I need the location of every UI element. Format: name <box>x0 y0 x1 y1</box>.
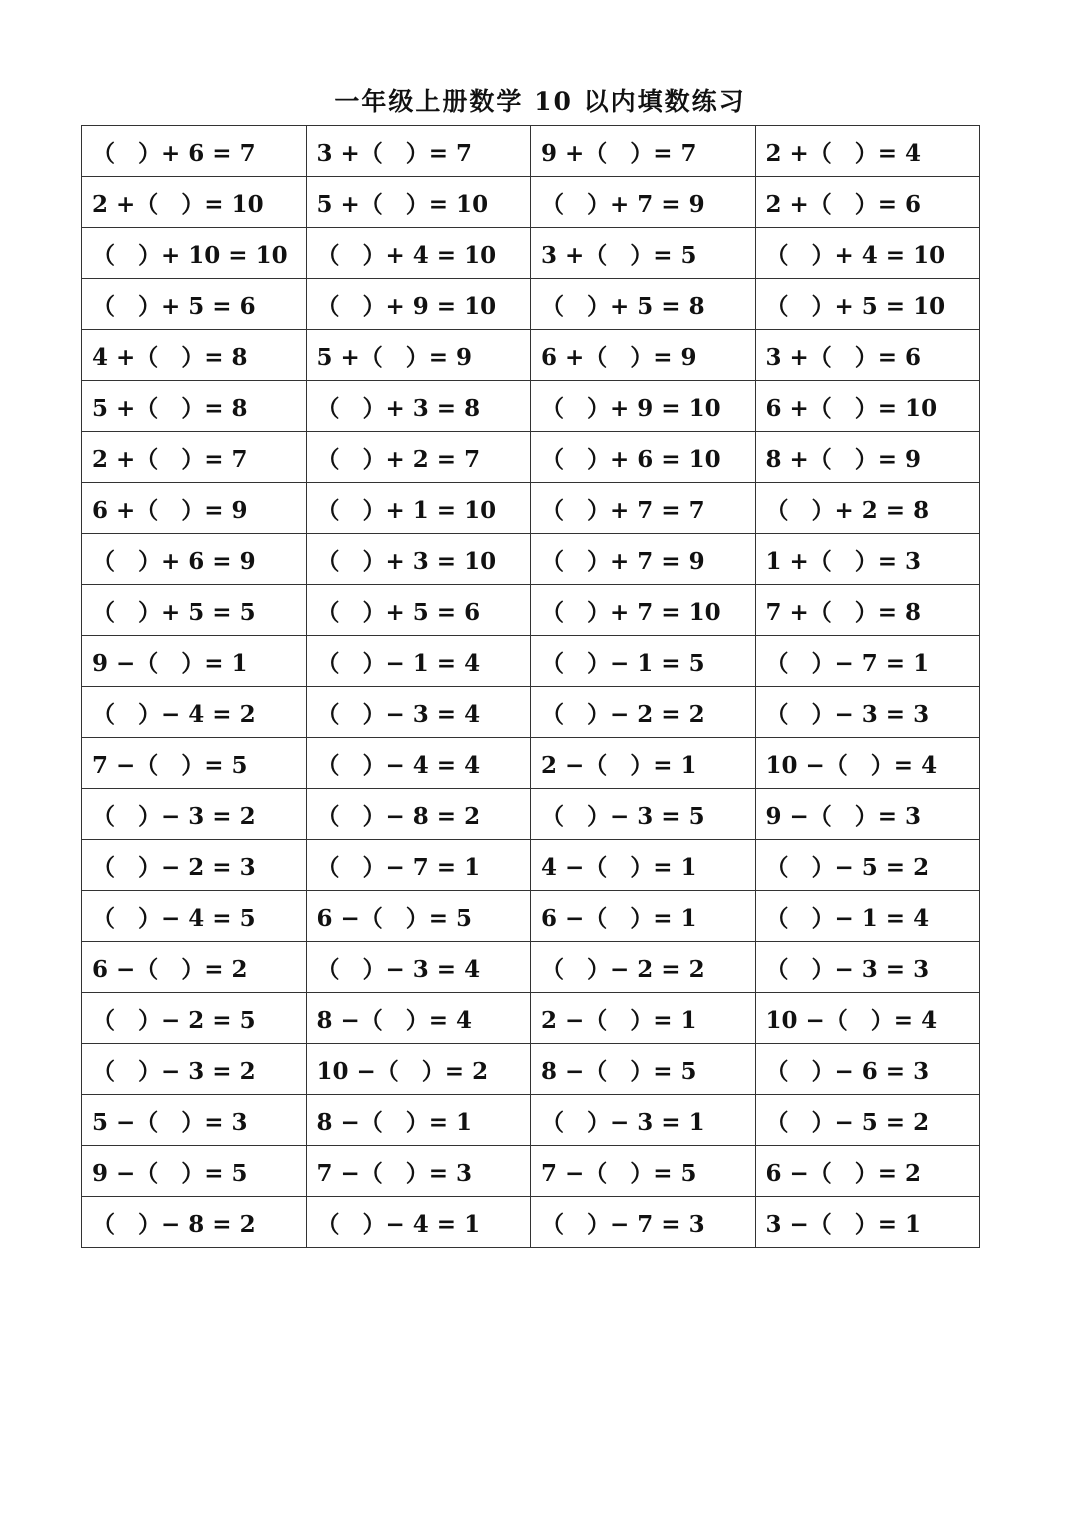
equation-text: （ ）− 7 = 1 <box>316 853 481 881</box>
table-row <box>82 891 980 942</box>
equation-cell <box>82 483 307 534</box>
equation-cell <box>306 228 531 279</box>
equation-cell <box>306 1044 531 1095</box>
equation-text: 6 +（ ）= 10 <box>765 394 938 422</box>
equation-text: 4 +（ ）= 8 <box>92 343 248 371</box>
equation-text: 6 −（ ）= 5 <box>316 904 473 932</box>
table-row <box>82 534 980 585</box>
equation-cell <box>306 126 531 177</box>
table-row <box>82 1146 980 1197</box>
equation-text: 2 +（ ）= 7 <box>92 445 248 473</box>
equation-text: 9 −（ ）= 3 <box>765 802 922 830</box>
equation-text: 7 −（ ）= 5 <box>92 751 248 779</box>
worksheet-title: 一年级上册数学 10 以内填数练习 <box>334 87 746 116</box>
equation-cell <box>755 1044 980 1095</box>
equation-cell <box>306 279 531 330</box>
equation-cell <box>82 228 307 279</box>
equation-cell <box>755 1197 980 1248</box>
equation-cell <box>531 585 756 636</box>
equation-cell <box>531 636 756 687</box>
equation-cell <box>755 840 980 891</box>
equation-text: （ ）− 7 = 1 <box>765 649 930 677</box>
equation-text: （ ）− 8 = 2 <box>316 802 481 830</box>
equation-cell <box>531 1044 756 1095</box>
table-row <box>82 585 980 636</box>
equation-cell <box>531 891 756 942</box>
equation-text: 6 −（ ）= 1 <box>541 904 697 932</box>
equation-cell <box>82 738 307 789</box>
equation-cell <box>82 126 307 177</box>
equation-cell <box>306 381 531 432</box>
equation-cell <box>82 177 307 228</box>
equation-cell <box>531 1095 756 1146</box>
equation-cell <box>531 483 756 534</box>
equation-text: 1 +（ ）= 3 <box>765 547 922 575</box>
equation-cell <box>755 993 980 1044</box>
equation-text: 6 −（ ）= 2 <box>765 1159 922 1187</box>
table-row <box>82 126 980 177</box>
equation-text: （ ）− 7 = 3 <box>541 1210 705 1238</box>
equation-text: 10 −（ ）= 4 <box>765 1006 938 1034</box>
equation-text: 2 +（ ）= 10 <box>92 190 264 218</box>
equation-text: 5 +（ ）= 10 <box>316 190 489 218</box>
equation-cell <box>531 738 756 789</box>
equation-text: 3 +（ ）= 7 <box>316 139 473 167</box>
equation-text: （ ）− 4 = 2 <box>92 700 256 728</box>
equation-text: （ ）− 3 = 4 <box>316 955 481 983</box>
equation-cell <box>755 228 980 279</box>
equation-text: 2 +（ ）= 4 <box>765 139 922 167</box>
table-row <box>82 789 980 840</box>
equation-cell <box>531 126 756 177</box>
equation-text: 2 +（ ）= 6 <box>765 190 922 218</box>
equation-cell <box>82 636 307 687</box>
equation-cell <box>306 1146 531 1197</box>
equation-text: （ ）+ 7 = 9 <box>541 547 705 575</box>
equation-text: 8 −（ ）= 1 <box>316 1108 473 1136</box>
equation-cell <box>82 585 307 636</box>
equation-cell <box>531 1197 756 1248</box>
equation-text: （ ）+ 9 = 10 <box>316 292 497 320</box>
equation-cell <box>82 432 307 483</box>
equation-cell <box>82 687 307 738</box>
equation-text: （ ）− 5 = 2 <box>765 1108 930 1136</box>
equation-cell <box>755 789 980 840</box>
equation-text: （ ）− 3 = 4 <box>316 700 481 728</box>
equation-text: （ ）− 2 = 2 <box>541 955 705 983</box>
equation-text: 6 +（ ）= 9 <box>541 343 697 371</box>
equation-text: （ ）+ 3 = 8 <box>316 394 481 422</box>
equation-cell <box>755 891 980 942</box>
table-row <box>82 483 980 534</box>
equation-cell <box>755 534 980 585</box>
table-row <box>82 687 980 738</box>
equation-cell <box>306 1095 531 1146</box>
equation-text: 7 −（ ）= 5 <box>541 1159 697 1187</box>
equation-cell <box>82 891 307 942</box>
equation-text: （ ）+ 7 = 9 <box>541 190 705 218</box>
equation-text: （ ）+ 9 = 10 <box>541 394 721 422</box>
equation-cell <box>755 381 980 432</box>
equation-cell <box>755 636 980 687</box>
equation-text: （ ）+ 6 = 7 <box>92 139 256 167</box>
equation-text: （ ）− 3 = 2 <box>92 1057 256 1085</box>
equation-cell <box>82 279 307 330</box>
equation-cell <box>531 789 756 840</box>
equation-text: （ ）− 1 = 5 <box>541 649 705 677</box>
table-row <box>82 993 980 1044</box>
equation-text: （ ）+ 7 = 7 <box>541 496 705 524</box>
equation-text: （ ）− 2 = 5 <box>92 1006 256 1034</box>
equation-text: （ ）+ 10 = 10 <box>92 241 288 269</box>
equation-cell <box>531 993 756 1044</box>
equation-text: 9 −（ ）= 1 <box>92 649 248 677</box>
equation-cell <box>531 432 756 483</box>
equation-cell <box>755 330 980 381</box>
equation-text: （ ）− 3 = 3 <box>765 700 930 728</box>
table-row <box>82 636 980 687</box>
equation-text: （ ）− 3 = 3 <box>765 955 930 983</box>
equation-text: 6 +（ ）= 9 <box>92 496 248 524</box>
equation-text: 10 −（ ）= 4 <box>765 751 938 779</box>
equation-cell <box>306 789 531 840</box>
equation-text: （ ）− 1 = 4 <box>316 649 481 677</box>
equation-cell <box>306 840 531 891</box>
table-row <box>82 330 980 381</box>
equation-cell <box>531 177 756 228</box>
equation-cell <box>306 942 531 993</box>
equation-text: 9 −（ ）= 5 <box>92 1159 248 1187</box>
equation-text: （ ）− 1 = 4 <box>765 904 930 932</box>
equation-text: 2 −（ ）= 1 <box>541 1006 697 1034</box>
equation-text: （ ）− 2 = 3 <box>92 853 256 881</box>
equation-text: 10 −（ ）= 2 <box>316 1057 489 1085</box>
equation-cell <box>755 126 980 177</box>
equation-cell <box>306 585 531 636</box>
equation-cell <box>531 840 756 891</box>
equation-cell <box>82 789 307 840</box>
table-row <box>82 942 980 993</box>
equation-cell <box>306 432 531 483</box>
equation-text: （ ）+ 2 = 8 <box>765 496 930 524</box>
equation-cell <box>82 840 307 891</box>
table-row <box>82 432 980 483</box>
table-row <box>82 738 980 789</box>
equation-text: 5 −（ ）= 3 <box>92 1108 248 1136</box>
equation-cell <box>531 228 756 279</box>
equation-cell <box>82 1095 307 1146</box>
table-row <box>82 381 980 432</box>
equation-text: 4 −（ ）= 1 <box>541 853 697 881</box>
equation-cell <box>82 534 307 585</box>
equation-text: （ ）+ 6 = 10 <box>541 445 721 473</box>
equation-cell <box>306 330 531 381</box>
equation-text: （ ）− 5 = 2 <box>765 853 930 881</box>
equation-text: （ ）− 2 = 2 <box>541 700 705 728</box>
equation-cell <box>82 381 307 432</box>
equation-text: （ ）+ 2 = 7 <box>316 445 481 473</box>
table-row <box>82 177 980 228</box>
equation-cell <box>82 1146 307 1197</box>
equation-cell <box>755 483 980 534</box>
equation-text: 3 +（ ）= 5 <box>541 241 697 269</box>
equation-cell <box>82 1197 307 1248</box>
exercise-table-body <box>82 126 980 1248</box>
equation-text: （ ）+ 3 = 10 <box>316 547 497 575</box>
table-row <box>82 1197 980 1248</box>
equation-text: 5 +（ ）= 9 <box>316 343 473 371</box>
equation-text: 2 −（ ）= 1 <box>541 751 697 779</box>
equation-text: 8 +（ ）= 9 <box>765 445 922 473</box>
equation-text: 8 −（ ）= 5 <box>541 1057 697 1085</box>
equation-cell <box>531 381 756 432</box>
equation-cell <box>755 942 980 993</box>
equation-text: （ ）+ 5 = 10 <box>765 292 946 320</box>
equation-cell <box>306 636 531 687</box>
equation-cell <box>531 330 756 381</box>
equation-text: （ ）+ 4 = 10 <box>765 241 946 269</box>
table-row <box>82 228 980 279</box>
table-row <box>82 1044 980 1095</box>
equation-cell <box>82 993 307 1044</box>
equation-cell <box>306 177 531 228</box>
equation-cell <box>755 177 980 228</box>
equation-text: 9 +（ ）= 7 <box>541 139 697 167</box>
equation-cell <box>755 279 980 330</box>
equation-text: 7 +（ ）= 8 <box>765 598 922 626</box>
equation-text: （ ）+ 1 = 10 <box>316 496 497 524</box>
equation-cell <box>306 1197 531 1248</box>
equation-text: 3 −（ ）= 1 <box>765 1210 922 1238</box>
equation-cell <box>306 483 531 534</box>
equation-text: （ ）− 8 = 2 <box>92 1210 256 1238</box>
equation-cell <box>82 942 307 993</box>
equation-text: （ ）− 4 = 5 <box>92 904 256 932</box>
equation-text: （ ）− 4 = 4 <box>316 751 481 779</box>
equation-cell <box>82 330 307 381</box>
equation-text: 6 −（ ）= 2 <box>92 955 248 983</box>
equation-cell <box>306 891 531 942</box>
equation-text: 7 −（ ）= 3 <box>316 1159 473 1187</box>
equation-text: （ ）+ 5 = 6 <box>92 292 256 320</box>
table-row <box>82 840 980 891</box>
table-row <box>82 1095 980 1146</box>
equation-cell <box>755 738 980 789</box>
equation-cell <box>755 1095 980 1146</box>
equation-cell <box>531 687 756 738</box>
equation-text: 8 −（ ）= 4 <box>316 1006 473 1034</box>
equation-text: 5 +（ ）= 8 <box>92 394 248 422</box>
equation-cell <box>531 1146 756 1197</box>
equation-text: （ ）+ 5 = 5 <box>92 598 256 626</box>
equation-cell <box>755 1146 980 1197</box>
equation-text: （ ）+ 5 = 6 <box>316 598 481 626</box>
equation-cell <box>531 279 756 330</box>
equation-cell <box>82 1044 307 1095</box>
equation-cell <box>531 942 756 993</box>
equation-cell <box>755 585 980 636</box>
equation-cell <box>755 687 980 738</box>
equation-text: （ ）− 4 = 1 <box>316 1210 481 1238</box>
equation-cell <box>306 687 531 738</box>
equation-cell <box>306 738 531 789</box>
equation-text: （ ）− 3 = 5 <box>541 802 705 830</box>
equation-text: （ ）+ 4 = 10 <box>316 241 497 269</box>
equation-text: （ ）− 6 = 3 <box>765 1057 930 1085</box>
equation-text: （ ）− 3 = 1 <box>541 1108 705 1136</box>
table-row <box>82 279 980 330</box>
equation-text: （ ）+ 7 = 10 <box>541 598 721 626</box>
equation-text: （ ）− 3 = 2 <box>92 802 256 830</box>
equation-cell <box>755 432 980 483</box>
equation-text: （ ）+ 6 = 9 <box>92 547 256 575</box>
equation-cell <box>306 993 531 1044</box>
equation-cell <box>531 534 756 585</box>
equation-text: 3 +（ ）= 6 <box>765 343 922 371</box>
equation-text: （ ）+ 5 = 8 <box>541 292 705 320</box>
exercise-table <box>81 125 980 1248</box>
equation-cell <box>306 534 531 585</box>
